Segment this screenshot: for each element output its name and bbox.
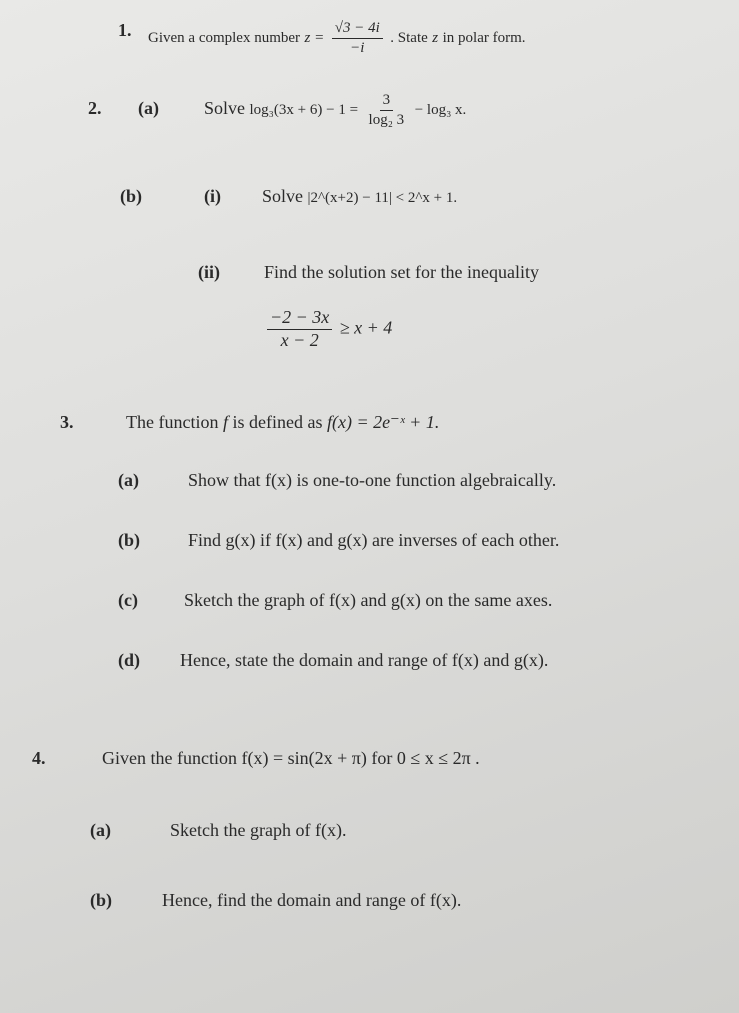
q1-fraction-numerator: √3 − 4i <box>332 20 383 39</box>
q2a-line <box>204 92 466 128</box>
q3-number: 3. <box>60 412 74 432</box>
q2bi-line <box>262 186 457 207</box>
q2bii-label: (ii) <box>198 262 220 282</box>
q2bii-text: Find the solution set for the inequality <box>264 262 539 282</box>
q1-text-b: . State <box>390 30 428 47</box>
q3-intro <box>126 412 439 433</box>
q1-fraction <box>332 20 383 56</box>
q3-f: f <box>222 412 228 432</box>
q4b-label: (b) <box>90 890 112 910</box>
q2bii-rhs: ≥ x + 4 <box>339 317 393 338</box>
q2a-lhs: log₃(3x + 6) − 1 = <box>249 102 359 119</box>
q3b-label: (b) <box>118 530 140 550</box>
q2bi-label: (i) <box>204 186 221 206</box>
q3d-label: (d) <box>118 650 140 670</box>
q3c-label: (c) <box>118 590 138 610</box>
q1-text-c: in polar form. <box>442 30 526 47</box>
q2a-fraction-denominator: log₂ 3 <box>368 111 405 128</box>
q2bi-text: Solve <box>262 186 304 206</box>
q3-definition: f(x) = 2e⁻ˣ + 1. <box>326 412 440 432</box>
q2bii-fraction <box>267 308 332 351</box>
q3-intro-b: is defined as <box>232 412 323 432</box>
q1-line <box>148 20 526 56</box>
q4a-label: (a) <box>90 820 111 840</box>
q2bii-fraction-denominator: x − 2 <box>280 329 319 350</box>
q1-z: z <box>432 30 439 47</box>
q1-fraction-denominator: −i <box>350 39 365 56</box>
q2a-rhs: − log₃ x. <box>414 102 467 119</box>
q4-intro: Given the function f(x) = sin(2x + π) for 0 ≤ x ≤ 2π . <box>102 748 480 768</box>
q4a-text: Sketch the graph of f(x). <box>170 820 347 840</box>
q2bii-fraction-numerator: −2 − 3x <box>267 308 332 330</box>
q3c-text: Sketch the graph of f(x) and g(x) on the same axes. <box>184 590 553 610</box>
q2-number: 2. <box>88 98 102 118</box>
q4b-text: Hence, find the domain and range of f(x). <box>162 890 462 910</box>
q1-z-eq: z = <box>304 30 325 47</box>
q4-number: 4. <box>32 748 46 768</box>
q3b-text: Find g(x) if f(x) and g(x) are inverses of each other. <box>188 530 560 550</box>
q3-intro-a: The function <box>126 412 219 432</box>
q1-number: 1. <box>118 20 132 40</box>
q2a-text: Solve <box>204 98 246 119</box>
q3a-text: Show that f(x) is one-to-one function algebraically. <box>188 470 557 490</box>
q1-text-a: Given a complex number <box>148 30 301 47</box>
q2bi-expression: |2^(x+2) − 11| < 2^x + 1. <box>307 190 458 206</box>
q2b-label: (b) <box>120 186 142 206</box>
q2a-label: (a) <box>138 98 159 118</box>
q3d-text: Hence, state the domain and range of f(x) and g(x). <box>180 650 549 670</box>
q2a-fraction <box>366 92 408 128</box>
q3a-label: (a) <box>118 470 139 490</box>
q2a-fraction-numerator: 3 <box>380 92 394 111</box>
q2bii-inequality <box>264 308 392 351</box>
